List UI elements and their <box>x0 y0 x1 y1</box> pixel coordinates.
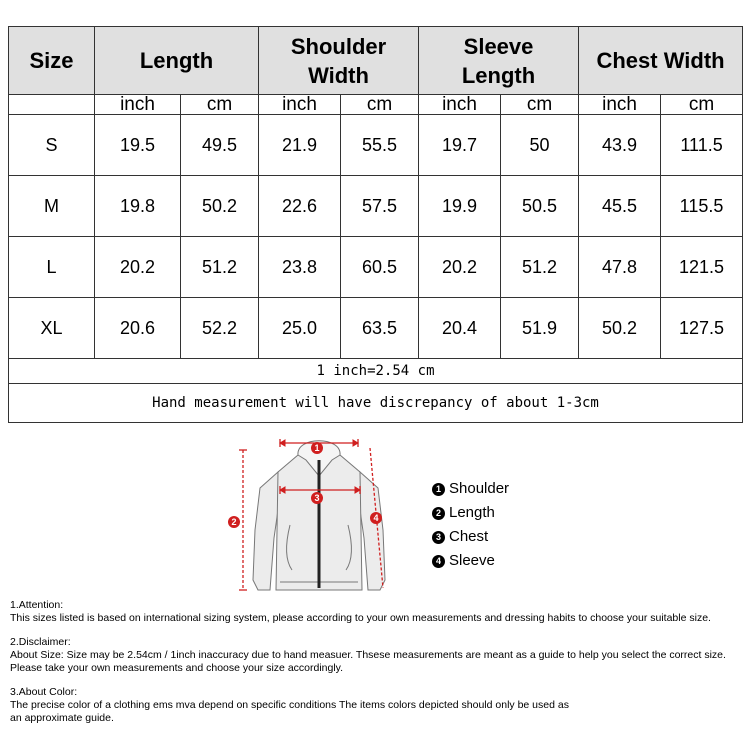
value-cell: 51.9 <box>501 298 579 359</box>
value-cell: 45.5 <box>579 176 661 237</box>
value-cell: 20.2 <box>419 237 501 298</box>
measurement-legend <box>432 477 509 573</box>
units-row <box>9 95 743 115</box>
color-text: The precise color of a clothing ems mva depend on specific conditions The items colors depicted should only be used as <box>10 699 569 711</box>
header-sleeve-line1: Sleeve <box>463 33 534 59</box>
value-cell: 19.5 <box>95 115 181 176</box>
value-cell: 52.2 <box>181 298 259 359</box>
value-cell: 51.2 <box>501 237 579 298</box>
value-cell: 19.9 <box>419 176 501 237</box>
value-cell: 21.9 <box>259 115 341 176</box>
value-cell: 50.2 <box>181 176 259 237</box>
marker-label: 4 <box>373 513 379 523</box>
value-cell: 60.5 <box>341 237 419 298</box>
table-row <box>9 176 743 237</box>
jacket-illustration <box>220 430 390 605</box>
unit-cell: cm <box>341 95 419 115</box>
header-row <box>9 27 743 95</box>
discrepancy-row <box>9 384 743 423</box>
value-cell: 50.2 <box>579 298 661 359</box>
size-cell: M <box>9 176 95 237</box>
discrepancy-note: Hand measurement will have discrepancy of about 1-3cm <box>9 384 743 423</box>
conversion-note: 1 inch=2.54 cm <box>9 359 743 384</box>
color-block <box>10 686 748 725</box>
attention-title: 1.Attention: <box>10 599 64 611</box>
value-cell: 51.2 <box>181 237 259 298</box>
unit-cell: inch <box>419 95 501 115</box>
table-row <box>9 237 743 298</box>
size-cell: XL <box>9 298 95 359</box>
disclaimer-text: Please take your own measurements and choose your size accordingly. <box>10 662 344 674</box>
unit-cell: cm <box>181 95 259 115</box>
legend-item <box>432 549 509 573</box>
notes-section <box>10 599 748 736</box>
header-sleeve-length <box>419 27 579 95</box>
header-shoulder-width <box>259 27 419 95</box>
value-cell: 19.7 <box>419 115 501 176</box>
value-cell: 43.9 <box>579 115 661 176</box>
value-cell: 50.5 <box>501 176 579 237</box>
size-chart-table <box>8 26 743 423</box>
value-cell: 20.4 <box>419 298 501 359</box>
size-cell: S <box>9 115 95 176</box>
color-title: 3.About Color: <box>10 686 78 698</box>
value-cell: 23.8 <box>259 237 341 298</box>
header-shoulder-line1: Shoulder <box>290 33 387 59</box>
value-cell: 47.8 <box>579 237 661 298</box>
marker-label: 2 <box>231 517 237 527</box>
value-cell: 20.6 <box>95 298 181 359</box>
legend-label: Shoulder <box>449 480 510 497</box>
value-cell: 63.5 <box>341 298 419 359</box>
header-shoulder-line2: Width <box>308 62 369 88</box>
unit-cell: inch <box>259 95 341 115</box>
color-text: an approximate guide. <box>10 712 114 724</box>
unit-cell: inch <box>579 95 661 115</box>
value-cell: 19.8 <box>95 176 181 237</box>
legend-label: Chest <box>449 528 489 545</box>
header-sleeve-line2: Length <box>461 62 536 88</box>
header-chest-width: Chest Width <box>579 27 743 95</box>
disclaimer-title: 2.Disclaimer: <box>10 636 71 648</box>
legend-label: Sleeve <box>449 552 495 569</box>
header-size: Size <box>9 27 95 95</box>
unit-cell: cm <box>501 95 579 115</box>
units-blank <box>9 95 95 115</box>
attention-text: This sizes listed is based on international sizing system, please according to your own measurements and dressing habits to choose your suitable size. <box>10 612 711 624</box>
attention-block <box>10 599 748 625</box>
marker-label: 3 <box>314 493 320 503</box>
header-length: Length <box>95 27 259 95</box>
value-cell: 57.5 <box>341 176 419 237</box>
legend-item <box>432 501 509 525</box>
value-cell: 55.5 <box>341 115 419 176</box>
legend-item <box>432 525 509 549</box>
legend-label: Length <box>449 504 495 521</box>
value-cell: 121.5 <box>661 237 743 298</box>
conversion-row <box>9 359 743 384</box>
jacket-diagram <box>220 430 390 605</box>
unit-cell: inch <box>95 95 181 115</box>
value-cell: 49.5 <box>181 115 259 176</box>
legend-item <box>432 477 509 501</box>
value-cell: 25.0 <box>259 298 341 359</box>
disclaimer-text: About Size: Size may be 2.54cm / 1inch inaccuracy due to hand measuer. Thsese measurements are meant as a guide to help you select the correct size. <box>10 649 726 661</box>
table-row <box>9 115 743 176</box>
size-cell: L <box>9 237 95 298</box>
legend-number: 1 <box>432 483 445 496</box>
value-cell: 115.5 <box>661 176 743 237</box>
value-cell: 127.5 <box>661 298 743 359</box>
value-cell: 111.5 <box>661 115 743 176</box>
legend-number: 4 <box>432 555 445 568</box>
marker-label: 1 <box>314 443 320 453</box>
table-row <box>9 298 743 359</box>
value-cell: 20.2 <box>95 237 181 298</box>
legend-number: 3 <box>432 531 445 544</box>
legend-number: 2 <box>432 507 445 520</box>
value-cell: 22.6 <box>259 176 341 237</box>
value-cell: 50 <box>501 115 579 176</box>
disclaimer-block <box>10 636 748 675</box>
unit-cell: cm <box>661 95 743 115</box>
